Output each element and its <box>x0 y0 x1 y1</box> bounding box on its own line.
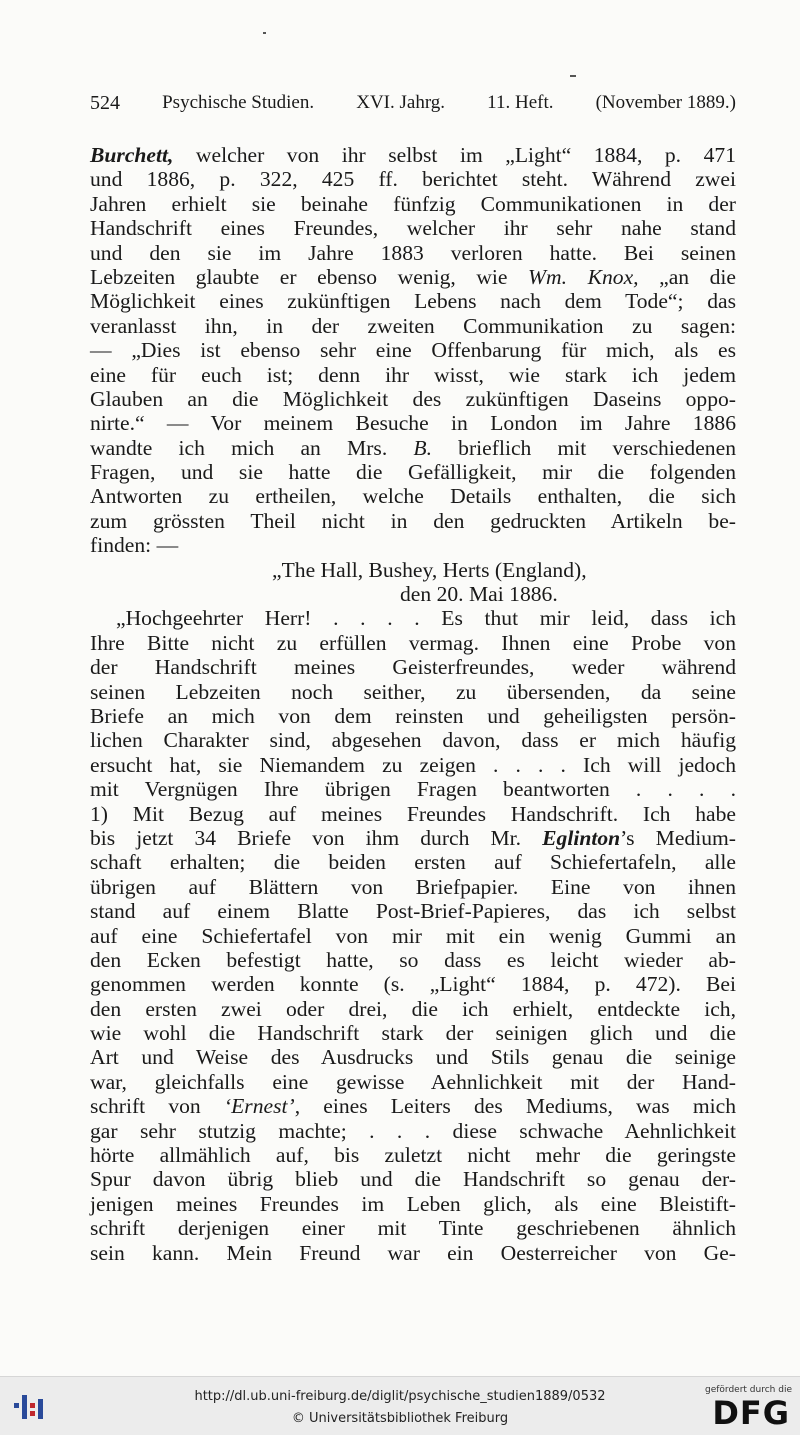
issue-date: (November 1889.) <box>595 92 736 113</box>
text-line: schrift von ‘Ernest’, eines Leiters des Mediums, was mich <box>90 1094 736 1119</box>
text-line: wie wohl die Handschrift stark der seinigen glich und die <box>90 1021 736 1046</box>
text-line: lichen Charakter sind, abgesehen davon, dass er mich häufig <box>90 728 736 753</box>
running-header <box>90 92 736 115</box>
scan-speck <box>570 75 576 77</box>
journal-year: XVI. Jahrg. <box>356 92 446 113</box>
text-line: schrift derjenigen einer mit Tinte geschriebenen ähnlich <box>90 1216 736 1241</box>
person-name: Wm. Knox, <box>528 264 639 289</box>
text-line: hörte allmählich auf, bis zuletzt nicht mehr die geringste <box>90 1143 736 1168</box>
page-number: 524 <box>90 92 120 114</box>
text-line: schaft erhalten; die beiden ersten auf Schiefertafeln, alle <box>90 850 736 875</box>
text-line: Antworten zu ertheilen, welche Details enthalten, die sich <box>90 484 736 509</box>
text-line: Jahren erhielt sie beinahe fünfzig Communikationen in der <box>90 191 736 216</box>
person-name: ‘Ernest’ <box>223 1094 295 1119</box>
text-line: nirte.“ — Vor meinem Besuche in London im Jahre 1886 <box>90 411 736 436</box>
permalink-url[interactable]: http://dl.ub.uni-freiburg.de/diglit/psychische_studien1889/0532 <box>194 1389 606 1404</box>
text-line: den Ecken befestigt hatte, so dass es leicht wieder ab- <box>90 947 736 972</box>
person-name: B. <box>413 435 432 460</box>
funding-note: gefördert durch die <box>705 1385 792 1395</box>
text-line: auf eine Schiefertafel von mir mit ein wenig Gummi an <box>90 923 736 948</box>
text-line: übrigen auf Blättern von Briefpapier. Eine von ihnen <box>90 874 736 899</box>
text-line: Lebzeiten glaubte er ebenso wenig, wie Wm. Knox, „an die <box>90 264 737 289</box>
person-name: Eglinton <box>542 825 621 850</box>
body-text <box>90 143 736 1265</box>
text-line: stand auf einem Blatte Post-Brief-Papieres, das ich selbst <box>90 899 736 924</box>
text-line: Briefe an mich von dem reinsten und geheiligsten persön- <box>90 703 736 728</box>
text-line: seinen Lebzeiten noch seither, zu übersenden, da seine <box>90 679 736 704</box>
text-line: jenigen meines Freundes im Leben glich, als eine Bleistift- <box>90 1191 736 1216</box>
text-line: 1) Mit Bezug auf meines Freundes Handschrift. Ich habe <box>90 801 736 826</box>
text-line: zum grössten Theil nicht in den gedruckten Artikeln be- <box>90 508 736 533</box>
text-line: Burchett, welcher von ihr selbst im „Light“ 1884, p. 471 <box>90 143 736 167</box>
text-line: war, gleichfalls eine gewisse Aehnlichkeit mit der Hand- <box>90 1069 736 1094</box>
text-line: Glauben an die Möglichkeit des zukünftigen Daseins oppo- <box>90 386 736 411</box>
text-line: der Handschrift meines Geisterfreundes, weder während <box>90 655 736 680</box>
text-line: Ihre Bitte nicht zu erfüllen vermag. Ihnen eine Probe von <box>90 630 736 655</box>
text-line: eine für euch ist; denn ihr wisst, wie stark ich jedem <box>90 362 736 387</box>
text-line: — „Dies ist ebenso sehr eine Offenbarung für mich, als es <box>90 338 736 363</box>
text-line: ersucht hat, sie Niemandem zu zeigen . . . . Ich will jedoch <box>90 752 736 777</box>
text-line: „Hochgeehrter Herr! . . . . Es thut mir leid, dass ich <box>116 606 736 631</box>
text-line: bis jetzt 34 Briefe von ihm durch Mr. Eglinton’s Medium- <box>90 825 736 850</box>
issue-number: 11. Heft. <box>487 92 554 113</box>
letter-date: den 20. Mai 1886. <box>400 582 558 607</box>
viewer-footer <box>0 1376 800 1435</box>
text-line: mit Vergnügen Ihre übrigen Fragen beantworten . . . . <box>90 777 736 802</box>
text-line: Möglichkeit eines zukünftigen Lebens nach dem Tode“; das <box>90 289 736 314</box>
text-line: genommen werden konnte (s. „Light“ 1884, p. 472). Bei <box>90 972 736 997</box>
text-line: Handschrift eines Freundes, welcher ihr sehr nahe stand <box>90 216 736 241</box>
scan-speck <box>263 32 266 34</box>
copyright-notice: © Universitätsbibliothek Freiburg <box>291 1411 509 1426</box>
letter-address: „The Hall, Bushey, Herts (England), <box>272 557 587 582</box>
text-line: wandte ich mich an Mrs. B. brieflich mit verschiedenen <box>90 435 736 460</box>
text-line: den ersten zwei oder drei, die ich erhielt, entdeckte ich, <box>90 996 736 1021</box>
person-name: Burchett, <box>90 143 174 167</box>
text-line: Spur davon übrig blieb und die Handschrift so genau der- <box>90 1167 736 1192</box>
text-line: Fragen, und sie hatte die Gefälligkeit, mir die folgenden <box>90 460 736 485</box>
text-line: finden: — <box>90 533 179 558</box>
journal-title: Psychische Studien. <box>162 92 315 113</box>
text-line: sein kann. Mein Freund war ein Oesterreicher von Ge- <box>90 1240 736 1265</box>
text-line: gar sehr stutzig machte; . . . diese schwache Aehnlichkeit <box>90 1118 736 1143</box>
text-line: und 1886, p. 322, 425 ff. berichtet steht. Während zwei <box>90 167 736 192</box>
text-line: Art und Weise des Ausdrucks und Stils genau die seinige <box>90 1045 736 1070</box>
text-line: und den sie im Jahre 1883 verloren hatte. Bei seinen <box>90 240 736 265</box>
text-line: veranlasst ihn, in der zweiten Communikation zu sagen: <box>90 313 736 338</box>
dfg-logo: DFG <box>712 1394 790 1432</box>
